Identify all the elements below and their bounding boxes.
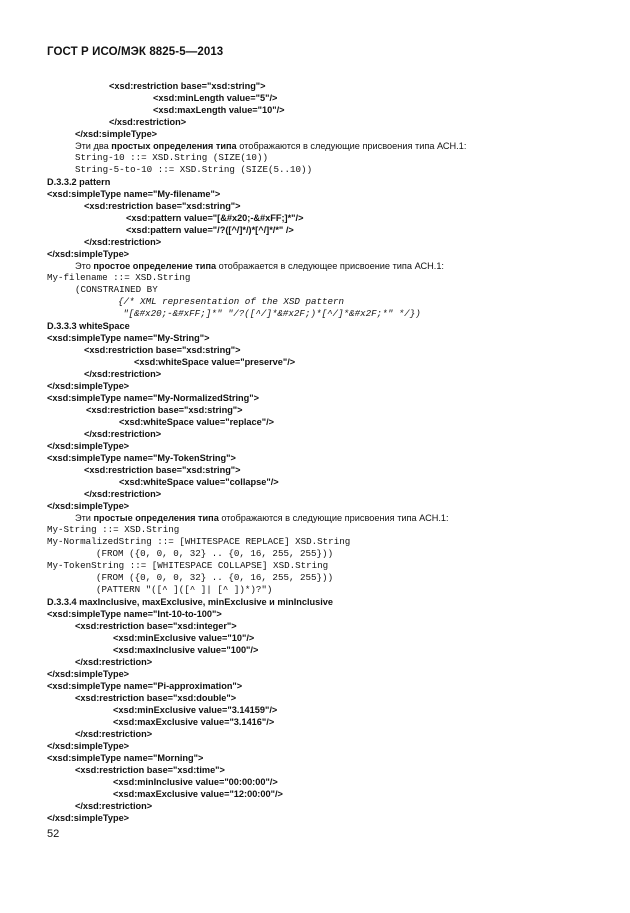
document-header: ГОСТ Р ИСО/МЭК 8825-5—2013 [47,46,224,58]
code-line: <xsd:maxInclusive value="100"/> [113,645,259,655]
code-line: <xsd:restriction base="xsd:string"> [84,345,241,355]
code-line: (FROM ({0, 0, 0, 32} .. {0, 16, 255, 255})) [96,548,334,559]
code-line: My-TokenString ::= [WHITESPACE COLLAPSE] XSD.String [47,560,329,571]
code-line: <xsd:restriction base="xsd:double"> [75,693,237,703]
code-line: <xsd:simpleType name="My-NormalizedString"> [47,393,260,403]
code-line: <xsd:maxExclusive value="3.1416"/> [113,717,275,727]
text-span: Это [75,261,94,271]
code-line: <xsd:minExclusive value="10"/> [113,633,255,643]
page-number: 52 [47,828,60,840]
code-line: (PATTERN "([^ ]([^ ]| [^ ])*)?") [96,584,273,595]
bold-term: простые определения типа [93,513,219,523]
code-line: <xsd:whiteSpace value="collapse"/> [119,477,279,487]
code-line: <xsd:whiteSpace value="preserve"/> [134,357,296,367]
code-line: </xsd:simpleType> [47,441,130,451]
code-line: My-NormalizedString ::= [WHITESPACE REPLACE] XSD.String [47,536,351,547]
code-line: <xsd:simpleType name="My-filename"> [47,189,221,199]
code-line: </xsd:simpleType> [47,501,130,511]
code-line: <xsd:simpleType name="Morning"> [47,753,204,763]
code-line: </xsd:restriction> [109,117,187,127]
code-line: </xsd:simpleType> [47,249,130,259]
code-line: <xsd:restriction base="xsd:string"> [84,201,241,211]
code-line: <xsd:maxExclusive value="12:00:00"/> [113,789,283,799]
code-line: <xsd:minExclusive value="3.14159"/> [113,705,278,715]
text-span: Эти [75,513,94,523]
code-line: </xsd:simpleType> [47,741,130,751]
code-line: </xsd:restriction> [75,657,153,667]
code-line: </xsd:simpleType> [47,813,130,823]
text-span: отображаются в следующие присвоения типа АСН.1: [218,513,449,523]
code-line: <xsd:maxLength value="10"/> [153,105,285,115]
text-span: Эти два [75,141,112,151]
code-line: <xsd:restriction base="xsd:integer"> [75,621,237,631]
code-line: <xsd:restriction base="xsd:time"> [75,765,225,775]
code-line: My-filename ::= XSD.String [47,272,191,283]
code-line: </xsd:simpleType> [75,129,158,139]
code-line: <xsd:restriction base="xsd:string"> [86,405,243,415]
code-line: My-String ::= XSD.String [47,524,180,535]
code-line: "[&#x20;-&#xFF;]*" "/?([^/]*&#x2F;)*[^/]*&#x2F;*" */}) [123,308,421,319]
code-line: </xsd:restriction> [84,429,162,439]
text-span: отображаются в следующие присвоения типа АСН.1: [236,141,467,151]
code-line: </xsd:restriction> [75,801,153,811]
code-line: </xsd:restriction> [84,237,162,247]
paragraph-line [75,260,444,272]
code-line: <xsd:simpleType name="My-TokenString"> [47,453,236,463]
bold-term: простых определения типа [111,141,237,151]
code-line: <xsd:simpleType name="Pi-approximation"> [47,681,243,691]
code-line: <xsd:restriction base="xsd:string"> [84,465,241,475]
code-line: </xsd:restriction> [84,489,162,499]
code-line: {/* XML representation of the XSD pattern [118,296,345,307]
paragraph-line [75,512,449,524]
code-line: </xsd:restriction> [84,369,162,379]
section-heading: D.3.3.4 maxInclusive, maxExclusive, minExclusive и minInclusive [47,597,334,607]
paragraph-line [75,140,466,152]
code-line: String-5-to-10 ::= XSD.String (SIZE(5..10)) [75,164,313,175]
bold-term: простое определение типа [93,261,217,271]
code-line: <xsd:simpleType name="My-String"> [47,333,210,343]
code-line: <xsd:minLength value="5"/> [153,93,278,103]
code-line: <xsd:pattern value="[&#x20;-&#xFF;]*"/> [126,213,304,223]
code-line: (CONSTRAINED BY [75,284,158,295]
code-line: (FROM ({0, 0, 0, 32} .. {0, 16, 255, 255})) [96,572,334,583]
section-heading: D.3.3.3 whiteSpace [47,321,130,331]
code-line: <xsd:whiteSpace value="replace"/> [119,417,275,427]
code-line: </xsd:simpleType> [47,381,130,391]
text-span: отображается в следующее присвоение типа АСН.1: [216,261,444,271]
code-line: </xsd:simpleType> [47,669,130,679]
code-line: <xsd:restriction base="xsd:string"> [109,81,266,91]
code-line: <xsd:simpleType name="Int-10-to-100"> [47,609,222,619]
code-line: String-10 ::= XSD.String (SIZE(10)) [75,152,268,163]
section-heading: D.3.3.2 pattern [47,177,111,187]
code-line: <xsd:pattern value="/?([^/]*/)*[^/]*/*" /> [126,225,294,235]
code-line: </xsd:restriction> [75,729,153,739]
code-line: <xsd:minInclusive value="00:00:00"/> [113,777,278,787]
